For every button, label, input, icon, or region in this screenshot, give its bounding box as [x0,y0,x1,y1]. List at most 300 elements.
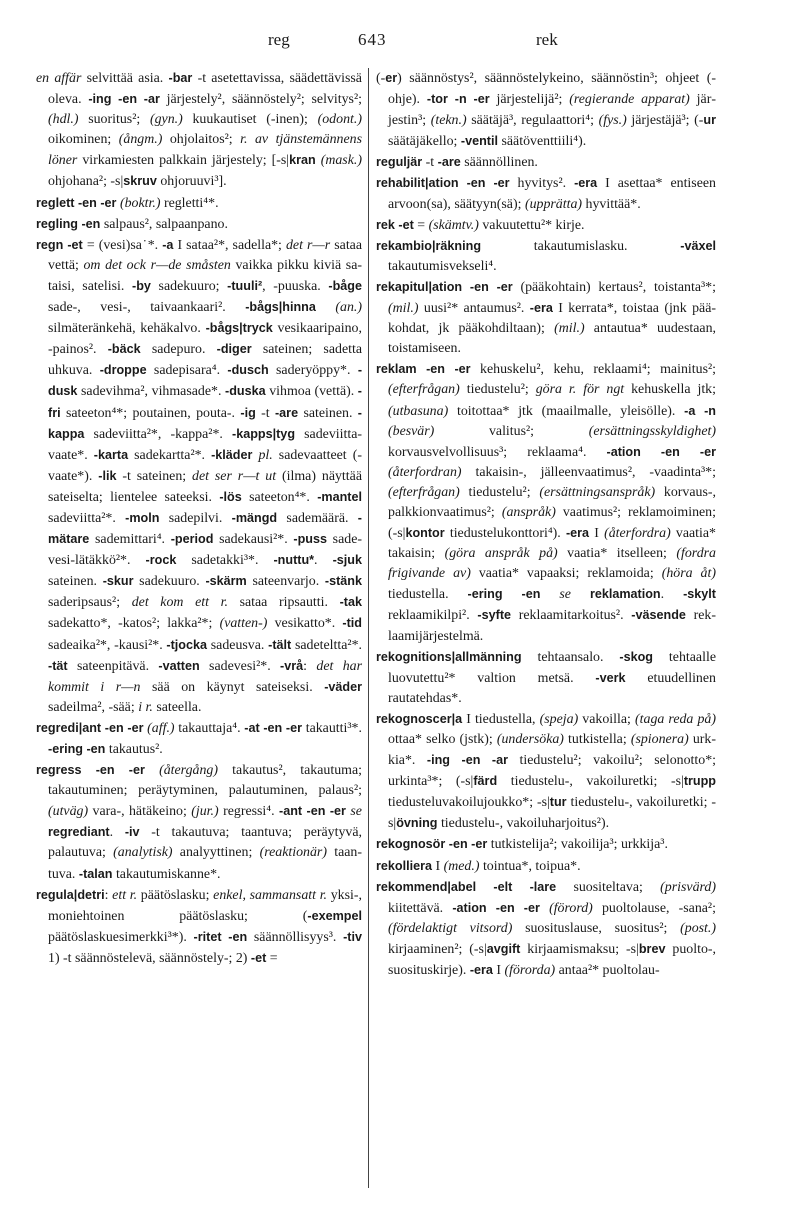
headword-text: -er [100,195,117,210]
headword-text: -sjuk [332,553,362,568]
dictionary-entry [36,193,362,214]
italic-text: det ser r—t ut [192,468,277,484]
italic-text: (höra åt) [661,566,716,582]
headword-text: -väder [324,679,362,694]
italic-text: (tekn.) [430,113,467,129]
entry-text: järjestely², säännöstely²; selvitys²; [159,92,362,108]
entry-text: järjestelijä²; [489,92,570,108]
headword-text: -verk [595,670,626,685]
headword-text: -bågs|hinna [245,300,316,315]
entry-text: -t takautuva; taantuva; peräytyvä, palautuva; [48,825,362,861]
entry-text [641,445,661,460]
entry-text: suosituslause, suositus²; [512,920,681,936]
headword-text: -mantel [317,489,362,504]
headword-text: -are [274,405,299,420]
headword-text: -en [81,216,101,231]
entry-text [476,880,493,895]
entry-text: -t [422,155,438,171]
entry-text: sateella. [152,699,202,715]
entry-text [503,587,522,602]
entry-text: tiedustelu-, vakoiluretki; -s| [388,795,716,832]
entry-text [540,901,549,916]
entry-text: tiedustelukonttori⁴). [444,526,566,542]
headword-text: -bäck [107,342,141,357]
entry-text: tehtaalle luovutettu²* valtion metsä. [388,649,716,686]
italic-text: pl. [258,447,273,463]
headword-text: skruv [123,174,157,189]
italic-text: (an.) [335,300,362,316]
entry-text: -t [255,405,275,421]
headword-text: -vatten [158,658,200,673]
entry-text: tiedustelu²; vakoilu²; selonotto*; urkinta³*; (-s| [388,753,716,790]
entry-text: kiitettävä. [388,900,453,916]
headword-text: -skur [102,574,134,589]
dictionary-entry [36,718,362,760]
entry-text: järjestin³; [388,92,716,129]
dictionary-entry [376,173,716,214]
headword-text: -lik [98,468,117,483]
italic-text: i r. [138,699,153,715]
entry-text: sade-, vesi-, taivaankaari². [48,300,246,316]
entry-text: . [660,587,684,603]
entry-text [417,362,426,377]
dictionary-entry [376,834,716,855]
entry-text: -t asetettavissa, säädettävissä oleva. [48,71,362,108]
italic-text: (ångm.) [118,132,163,148]
entry-text: I [589,526,605,542]
entry-text: sadekausi²*. [213,532,294,548]
entry-text: ohjolaitos²; [162,132,241,148]
entry-text: sadevihma², vihmasade*. [77,384,226,400]
italic-text: (odont.) [317,112,362,128]
headword-text: -en [77,195,97,210]
entry-text [695,404,704,419]
headword-text: -ering [48,742,83,756]
entry-text: sadeusva. [207,637,269,653]
headword-text: -en [448,837,468,852]
guide-word-right: rek [536,30,558,49]
dictionary-entry [36,885,362,969]
entry-text: virkamiesten palkkain järjestely; [-s| [77,153,290,169]
italic-text: enkel, sammansatt r. [213,887,328,903]
headword-text: -er [523,900,540,915]
entry-text: tiedustelu-, vakoiluretki; -s| [497,774,684,790]
italic-text: (göra anspråk på) [444,546,558,562]
entry-text: säätäjäkello; [388,134,461,150]
entry-text: sataa ripsautti. [227,595,340,611]
headword-text: regress [36,763,82,778]
italic-text: (förord) [549,900,593,916]
headword-text: -er [128,763,145,778]
italic-text: (ersättningsskyldighet) [588,423,716,439]
headword-text: färd [473,774,498,789]
entry-text: takautumislasku. [481,238,681,254]
entry-text: silmäteränkehä, kehäkalvo. [48,321,206,337]
entry-text: I kerrata*, toistaa (jnk pääkohdat, jk pääkohdiltaan); [388,301,716,337]
entry-text: sateenvarjo. [246,574,325,590]
headword-text: rekognosör [376,837,446,852]
entry-text: korvausvelvollisuus³; reklaama⁴. [388,444,607,460]
entry-text: sadeviitta²*. [48,510,126,526]
entry-text: = [266,950,278,966]
italic-text: (fordra frigivande av) [388,546,716,582]
italic-text: (undersöka) [496,732,564,747]
entry-text: sateeton⁴*; poutainen, pouta-. [60,405,241,421]
headword-text: reglett [36,195,75,210]
headword-text: -skog [619,649,653,664]
italic-text: (utväg) [48,804,89,820]
headword-text: -karta [93,447,129,462]
entry-text: takauttaja⁴. [174,720,245,736]
italic-text: (förorda) [504,963,556,979]
entry-text: tiedustella. [388,587,468,603]
entry-text: sadeilma², -sää; [48,699,139,715]
entry-text: vaatia* itselleen; [557,546,677,562]
entry-text: sadeteltta²*. [291,637,362,653]
italic-text: (vatten-) [219,616,268,632]
headword-text: -er [473,92,490,107]
headword-text: -ation [606,444,641,459]
entry-text: vesikatto*. [267,616,343,632]
entry-text: vaatia* vapaaksi; reklamoida; [470,566,662,582]
italic-text: (återfordran) [388,464,462,480]
headword-text: -rock [145,553,177,568]
italic-text: (post.) [680,920,717,936]
entry-text: takautti³*. [302,720,362,736]
headword-text: -en [495,900,515,915]
headword-text: -er [285,720,303,735]
headword-text: kran [289,153,316,168]
headword-text: -en [228,929,248,944]
headword-text: -exempel [307,908,362,923]
headword-text: -ing [88,92,112,107]
entry-text: taantuva. [48,845,363,882]
entry-text: saderipsaus²; [48,595,132,611]
entry-text: sadepilvi. [159,510,232,526]
headword-text: -en [95,763,115,778]
headword-text: -puss [293,532,327,547]
headword-text: -at [244,720,260,735]
entry-text: I [492,963,505,979]
headword-text: -en [306,804,326,819]
entry-text: vaatia* takaisin; [388,526,716,562]
page-header [38,30,728,56]
entry-text: takautumiskanne*. [112,866,221,882]
entry-text: vihmoa (vettä). [265,384,358,400]
entry-text: : [303,658,317,674]
headword-text: -et [67,237,83,252]
headword-text: -tjocka [166,637,208,652]
dictionary-entry [36,214,362,235]
entry-text: ohjohana²; -s| [48,174,124,190]
headword-text: -moln [125,510,160,525]
italic-text: det kom ett r. [131,595,228,611]
headword-text: -are [437,155,461,170]
headword-text: -en [466,176,486,191]
headword-text: -n [454,92,467,107]
dictionary-entry [36,68,362,193]
headword-text: kontor [405,526,445,541]
entry-text: oikominen; [48,132,119,148]
italic-text: (besvär) [388,423,435,439]
headword-text: -dusch [227,363,269,378]
entry-text: valitus²; [434,423,589,439]
headword-text: -en [461,753,481,768]
entry-text: regressi⁴. [218,804,280,820]
italic-text: (aff.) [147,720,175,736]
headword-text: rekognitions|allmänning [376,649,522,664]
italic-text: en affär [36,71,82,86]
entry-text: vara-, hätäkeino; [88,804,192,820]
entry-text: takaisin-, jälleenvaatimus², -vaadinta³*; [461,464,716,480]
column-divider [368,68,369,1188]
italic-text: (återgång) [159,763,218,779]
italic-text: (fördelaktigt vitsord) [388,920,513,936]
headword-text: -ar [491,753,509,768]
entry-text [448,92,455,107]
headword-text: -er [496,279,513,294]
headword-text: -kappa [48,405,362,441]
italic-text: (spionera) [630,732,689,747]
headword-text: -kapps|tyg [232,426,296,441]
entry-text: puoltolause, -sana²; [592,900,716,916]
italic-text: (analytisk) [113,845,173,861]
headword-text: reklam [376,362,417,377]
entry-text: kuukautiset (-inen); [182,112,318,128]
entry-text: puolto-, suosituskirje). [388,941,717,979]
headword-text: avgift [486,941,521,956]
headword-text: -en [521,587,541,602]
headword-text: rekambio|räkning [376,238,482,253]
italic-text: (anspråk) [501,504,556,520]
entry-text [467,92,474,107]
italic-text: (utbasuna) [388,403,449,419]
headword-text: -stänk [324,574,362,589]
headword-text: -n [704,403,716,418]
entry-text: vaatimus²; reklamoiminen; (-s| [388,504,716,542]
entry-text: kehuskelu², kehu, reklaami⁴; mainitus²; [470,362,716,378]
headword-text: rekommend|abel [376,879,477,894]
headword-text: -växel [680,238,716,253]
entry-text: reklaamijärjestelmä. [388,608,716,644]
headword-text: -tid [342,616,362,631]
entry-text: . [109,825,125,841]
headword-text: -ventil [460,134,498,149]
dictionary-entry [36,235,362,718]
headword-text: -a [162,237,174,252]
entry-text: sateenpitävä. [67,658,159,674]
headword-text: -tuuli² [227,278,263,293]
entry-text [480,753,492,768]
headword-text: -en [426,362,445,377]
headword-text: rekognoscer|a [376,711,463,726]
entry-text [487,901,496,916]
headword-text: -droppe [99,363,147,378]
right-column [376,68,716,981]
entry-text: vakuutettu²* kirje. [478,217,585,233]
dictionary-entry [376,359,716,646]
italic-text: (efterfrågan) [388,484,460,500]
headword-text: -tor [426,92,448,107]
italic-text: det har kommit i r—n [48,658,362,695]
entry-text: sadeaika²*, -kausi²*. [48,637,167,653]
headword-text: -era [574,176,598,191]
entry-text: säännöllinen. [460,155,538,171]
headword-text: -skärm [205,574,247,589]
headword-text: -ritet [193,929,222,944]
entry-text: . [314,553,333,569]
entry-text: takautus². [105,742,163,757]
italic-text: se [559,587,571,603]
headword-text: -et [250,950,267,965]
italic-text: (regierande apparat) [569,92,690,108]
headword-text: -bar [168,71,193,85]
entry-text [82,763,96,778]
guide-word-left: reg [268,30,290,49]
italic-text: (ersättningsanspråk) [539,484,656,500]
italic-text: r. av tjänstemännens löner [48,132,362,169]
entry-text [145,763,159,778]
headword-text: -duska [225,384,266,399]
entry-text: säätöventtiili⁴). [498,134,587,150]
entry-text: selvittää asia. [81,71,169,86]
entry-text: korvaus-, palkkionvaatimus²; [388,484,716,520]
entry-text: salpaus², salpaanpano. [100,216,228,232]
entry-text: etuudellinen rautatehdas*. [388,670,716,706]
headword-text: -vrå [280,658,304,673]
italic-text: (efterfrågan) [388,382,460,398]
entry-text: sateinen. [298,405,358,421]
entry-text: sateinen. [48,574,103,590]
headword-text: -era [469,963,493,978]
entry-text: analyyttinen; [172,845,260,861]
headword-text: -lare [529,879,557,894]
headword-text: -a [684,403,696,418]
entry-text: , -puuska. [262,278,329,294]
entry-text: I sataa²*, sadella*; [173,237,286,253]
headword-text: -en [469,279,489,294]
headword-text: -en [104,720,124,735]
headword-text: regrediant [48,825,110,840]
entry-text: ohjoruuvi³]. [156,174,227,190]
entry-text: takautus², takautuma; takautuminen; peräytyminen, palautuminen, palaus²; [48,763,362,799]
headword-text: -ering [467,587,503,602]
entry-text: saderyöppy*. [268,363,358,379]
entry-text: sadepisara⁴. [146,363,228,379]
entry-text: urkkia*. [388,732,716,769]
entry-text: sadevesi²*. [199,658,281,674]
entry-text: hyvittää*. [582,196,641,212]
headword-text: -en [263,720,283,735]
headword-text: -mängd [231,510,278,525]
headword-text: -ing [426,753,450,768]
italic-text: se [350,804,362,820]
entry-text: I tiedustella, [462,711,540,727]
entry-text: = [413,217,429,233]
headword-text: -tiv [343,929,362,944]
headword-text: -väsende [631,608,686,623]
entry-text: ottaa* selko (jstk); [388,732,497,747]
entry-text: toitottaa* jtk (maailmalle, yleisölle). [448,403,685,419]
italic-text: (jur.) [191,804,219,820]
headword-text: -period [170,532,214,547]
italic-text: (speja) [539,711,579,727]
headword-text: brev [638,941,666,956]
entry-text: kehuskella jtk; [624,382,716,398]
headword-text: -tät [48,658,68,673]
headword-text: övning [396,816,438,831]
headword-text: regula|detri [36,887,105,902]
entry-text: säännöllisyys³. [247,929,344,945]
entry-text: päätöslasku; [137,887,214,903]
entry-text: reklaamikilpi². [388,608,478,624]
entry-text: tiedustelu-, vakoiluharjoitus²). [437,816,610,832]
headword-text: -mätare [48,510,362,547]
entry-text: sademäärä. [277,510,358,526]
entry-text: sadepuro. [140,342,217,358]
headword-text: -tak [339,595,362,610]
headword-text: -dusk [48,363,363,399]
headword-text: -diger [216,342,252,357]
headword-text: -en [118,92,138,107]
italic-text: (mil.) [554,321,585,337]
italic-text: (taga reda på) [635,711,716,727]
entry-text: sadekuuro. [133,574,206,590]
entry-text [137,92,144,107]
entry-text: sadevesi-lätäkkö²*. [48,532,362,569]
headword-text: -bågs|tryck [205,321,273,336]
entry-text [680,445,700,460]
italic-text: (fys.) [598,113,627,129]
italic-text: (hdl.) [48,112,79,128]
dictionary-entry [376,68,716,152]
headword-text: er [385,71,398,85]
dictionary-entry [376,236,716,277]
entry-text: 1) -t säännöstelevä, säännöstely-; 2) [48,950,251,966]
italic-text: det r—r [285,237,331,253]
entry-text: vakoilla; [578,711,636,727]
italic-text: (med.) [443,858,480,874]
entry-text: sademittari⁴. [89,532,171,548]
entry-text: ) säännöstys², säännöstelykeino, säännöstin³; ohjeet (-ohje). [388,71,716,108]
headword-text: -ar [143,92,160,107]
entry-text: sadetakki³*. [176,553,274,569]
headword-text: tur [549,795,567,810]
headword-text: reklamation [589,587,661,602]
headword-text: regredi|ant [36,720,102,735]
entry-text: sadeviitta-vaate*. [48,426,363,463]
italic-text: göra r. för ngt [535,382,625,398]
entry-text: sadevaatteet (-vaate*). [48,447,362,484]
entry-text [571,587,590,602]
headword-text: regn [36,237,64,252]
headword-text: -et [398,217,414,232]
entry-text: uusi²* antaumus². [418,301,530,317]
entry-text: takautumisvekseli⁴. [388,258,497,274]
headword-text: -nuttu* [273,553,315,568]
italic-text: (mask.) [320,153,362,169]
headword-text: rehabilit|ation [376,176,459,191]
entry-text: (pääkohtain) kertaus², toistanta³*; [512,279,716,295]
entry-text: sadekatto*, -katos²; lakka²*; [48,616,220,632]
entry-text: sateeton⁴*. [241,489,318,505]
entry-text [115,763,129,778]
entry-text: tointua*, toipua*. [479,858,581,874]
headword-text: -ig [240,405,256,420]
italic-text: (gyn.) [149,112,183,128]
headword-text: -by [132,278,151,293]
italic-text: (prisvärd) [660,879,716,895]
